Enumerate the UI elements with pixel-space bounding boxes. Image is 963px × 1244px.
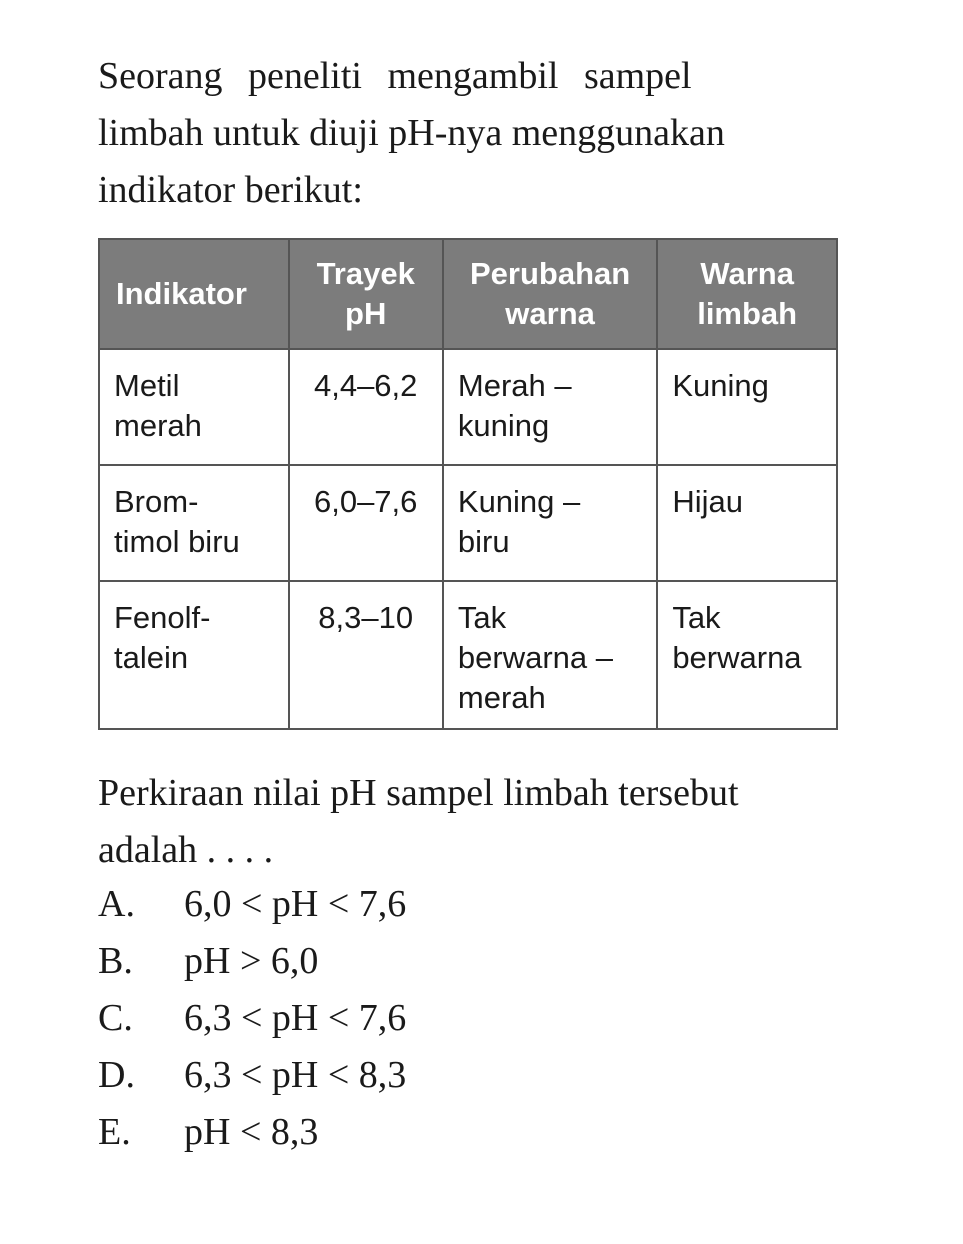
option-d[interactable] bbox=[98, 1047, 406, 1104]
option-text: pH < 8,3 bbox=[184, 1111, 319, 1153]
question-line: Perkiraan nilai pH sampel limbah tersebut bbox=[98, 772, 739, 814]
cell-trayek: 6,0–7,6 bbox=[289, 465, 443, 581]
cell-perubahan: Kuning – biru bbox=[443, 465, 657, 581]
cell-perubahan: Tak berwarna – merah bbox=[443, 581, 657, 729]
option-a[interactable] bbox=[98, 876, 406, 933]
option-b[interactable] bbox=[98, 933, 406, 990]
cell-warna: Tak berwarna bbox=[657, 581, 837, 729]
cell-indikator: Metil merah bbox=[99, 349, 289, 465]
intro-line: indikator berikut: bbox=[98, 169, 363, 211]
intro-paragraph bbox=[98, 48, 838, 219]
cell-indikator: Fenolf- talein bbox=[99, 581, 289, 729]
cell-indikator: Brom- timol biru bbox=[99, 465, 289, 581]
option-letter: D. bbox=[98, 1054, 135, 1096]
option-c[interactable] bbox=[98, 990, 406, 1047]
header-indikator: Indikator bbox=[99, 239, 289, 349]
option-letter: E. bbox=[98, 1111, 131, 1153]
table-row bbox=[99, 465, 837, 581]
answer-options bbox=[98, 876, 406, 1161]
cell-trayek: 8,3–10 bbox=[289, 581, 443, 729]
option-letter: C. bbox=[98, 997, 133, 1039]
cell-perubahan: Merah – kuning bbox=[443, 349, 657, 465]
table-row bbox=[99, 349, 837, 465]
option-text: pH > 6,0 bbox=[184, 940, 319, 982]
cell-warna: Hijau bbox=[657, 465, 837, 581]
header-warna-limbah: Warna limbah bbox=[657, 239, 837, 349]
header-trayek-ph: Trayek pH bbox=[289, 239, 443, 349]
table-row bbox=[99, 581, 837, 729]
option-text: 6,0 < pH < 7,6 bbox=[184, 883, 407, 925]
option-letter: A. bbox=[98, 883, 135, 925]
indicator-table bbox=[98, 238, 838, 730]
option-text: 6,3 < pH < 8,3 bbox=[184, 1054, 407, 1096]
table-header-row bbox=[99, 239, 837, 349]
intro-line: limbah untuk diuji pH-nya menggunakan bbox=[98, 112, 725, 154]
option-text: 6,3 < pH < 7,6 bbox=[184, 997, 407, 1039]
option-letter: B. bbox=[98, 940, 133, 982]
header-perubahan-warna: Perubahan warna bbox=[443, 239, 657, 349]
intro-line: Seorang peneliti mengambil sampel bbox=[98, 55, 692, 97]
cell-warna: Kuning bbox=[657, 349, 837, 465]
cell-trayek: 4,4–6,2 bbox=[289, 349, 443, 465]
question-line: adalah . . . . bbox=[98, 829, 274, 871]
question-stem bbox=[98, 765, 838, 879]
option-e[interactable] bbox=[98, 1104, 406, 1161]
